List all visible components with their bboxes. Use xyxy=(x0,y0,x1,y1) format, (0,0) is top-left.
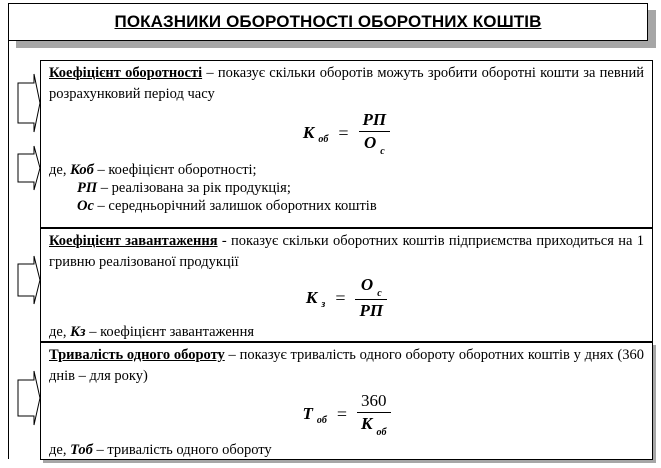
formula-fraction xyxy=(357,390,391,438)
section-term: Коефіцієнт оборотності xyxy=(49,65,203,81)
formula-lhs-sub: з xyxy=(321,298,326,310)
formula-lhs: К xyxy=(302,123,315,142)
formula-denominator-sub: об xyxy=(376,427,387,438)
definition-line: де, Кз – коефіцієнт завантаження xyxy=(49,324,254,340)
section-turnover-duration xyxy=(40,342,653,460)
definition-line: РП – реалізована за рік продукція; xyxy=(77,180,291,196)
formula-denominator: О $_с$ xyxy=(363,133,385,157)
arrow-4 xyxy=(18,371,40,425)
turnover-duration-text xyxy=(49,345,644,387)
formula-numerator-sub: с xyxy=(377,288,382,299)
definition-line: Ос – середньорічний залишок оборотних коштів xyxy=(77,198,377,214)
page-title: ПОКАЗНИКИ ОБОРОТНОСТІ ОБОРОТНИХ КОШТІВ xyxy=(114,12,542,31)
formula-numerator: РП xyxy=(362,110,387,129)
formula-lhs: К xyxy=(305,288,318,307)
formula-lhs-sub: об xyxy=(316,414,327,426)
load-ratio-text xyxy=(49,231,644,273)
formula-denominator-sub: с xyxy=(380,146,385,157)
definition-line: де, Коб – коефіцієнт оборотності; xyxy=(49,162,257,178)
formula-equals: = xyxy=(338,122,349,143)
formula xyxy=(49,387,644,441)
formula-lhs-sub: об xyxy=(318,133,329,145)
definition-line: де, Тоб – тривалість одного обороту xyxy=(49,442,272,458)
formula-lhs: Т xyxy=(302,404,313,423)
section-load-ratio xyxy=(40,228,653,342)
formula-numerator: О $_с$ xyxy=(360,275,382,299)
section-turnover-ratio xyxy=(40,60,653,228)
arrow-3 xyxy=(18,256,40,304)
section-term: Коефіцієнт завантаження xyxy=(49,233,218,249)
formula-equals: = xyxy=(335,287,346,308)
formula xyxy=(49,273,644,323)
section-description: – показує скільки оборотів можуть зробити оборотні кошти за певний розрахунковий період часу xyxy=(49,65,644,102)
formula-denominator: К $_{об}$ xyxy=(361,414,387,438)
formula-fraction xyxy=(359,109,391,157)
formula-equals: = xyxy=(336,403,347,424)
formula xyxy=(49,105,644,161)
section-description: - показує скільки оборотних коштів підприємства приходиться на 1 гривню реалізованої продукції xyxy=(49,233,644,270)
arrow-2 xyxy=(18,146,40,190)
formula-denominator: РП xyxy=(359,301,384,320)
formula-numerator: 360 xyxy=(361,391,387,410)
formula-fraction xyxy=(355,274,387,322)
turnover-ratio-text xyxy=(49,63,644,105)
section-term: Тривалість одного обороту xyxy=(49,347,225,363)
arrow-1 xyxy=(18,74,40,132)
section-description: – показує тривалість одного обороту оборотних коштів у днях (360 днів – для року) xyxy=(49,347,644,384)
